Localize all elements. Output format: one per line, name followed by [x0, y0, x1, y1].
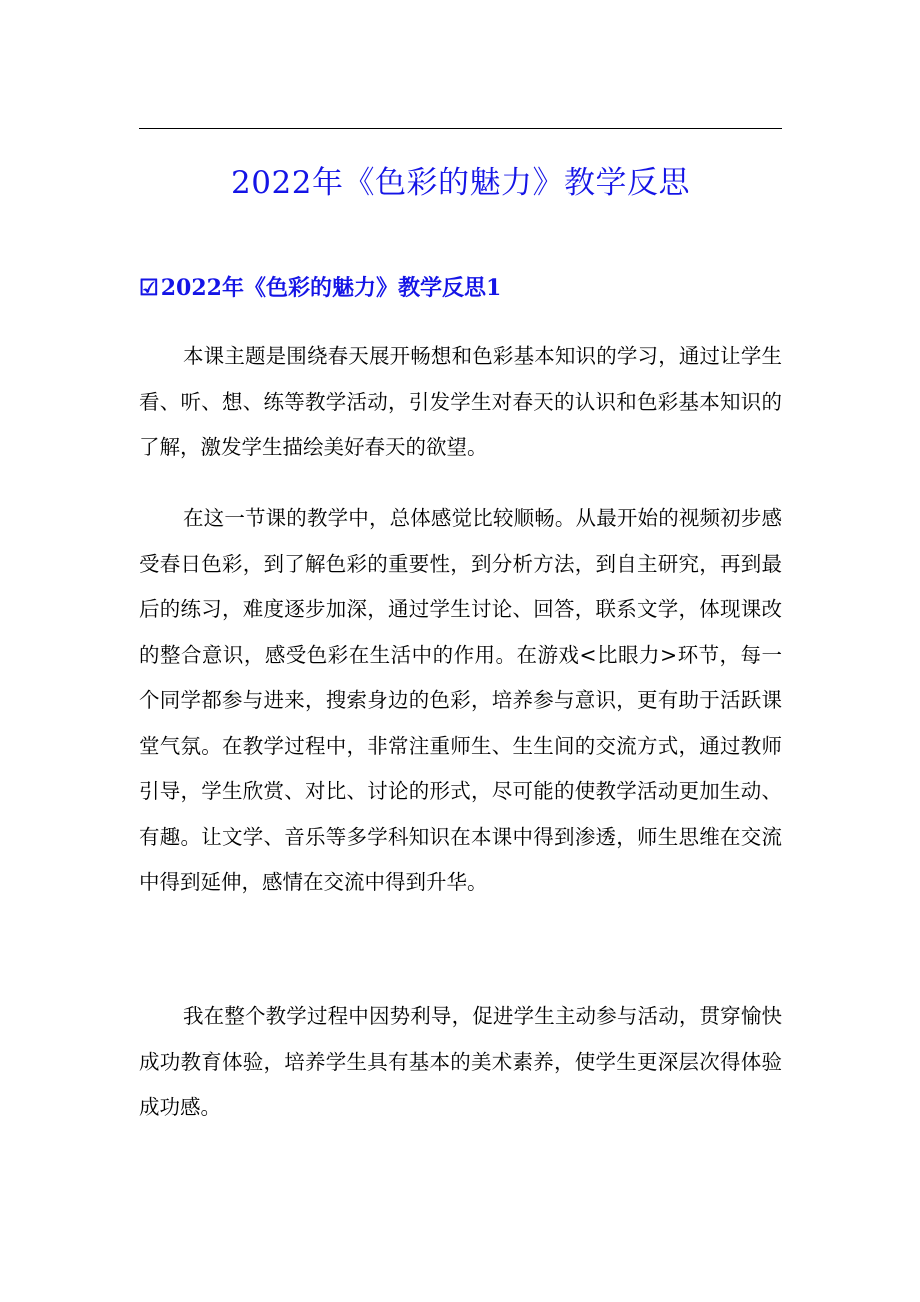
paragraph-2: 在这一节课的教学中，总体感觉比较顺畅。从最开始的视频初步感受春日色彩，到了解色彩的重要性，到分析方法，到自主研究，再到最后的练习，难度逐步加深，通过学生讨论、回答，联系文学，体现课改的整合意识，感受色彩在生活中的作用。在游戏<比眼力>环节，每一个同学都参与进来，搜索身边的色彩，培养参与意识，更有助于活跃课堂气氛。在教学过程中，非常注重师生、生生间的交流方式，通过教师引导，学生欣赏、对比、讨论的形式，尽可能的使教学活动更加生动、有趣。让文学、音乐等多学科知识在本课中得到渗透，师生思维在交流中得到延伸，感情在交流中得到升华。	[139, 506, 782, 894]
document-title: 2022年《色彩的魅力》教学反思	[231, 165, 690, 201]
paragraph-1: 本课主题是围绕春天展开畅想和色彩基本知识的学习，通过让学生看、听、想、练等教学活动，引发学生对春天的认识和色彩基本知识的了解，激发学生描绘美好春天的欲望。	[139, 344, 782, 459]
checkbox-icon: ☑	[139, 275, 159, 301]
paragraph-3: 我在整个教学过程中因势利导，促进学生主动参与活动，贯穿愉快成功教育体验，培养学生具有基本的美术素养，使学生更深层次得体验成功感。	[139, 1004, 782, 1119]
header-rule	[139, 128, 782, 129]
section-heading-text: 2022年《色彩的魅力》教学反思1	[160, 275, 502, 301]
section-heading	[139, 270, 782, 306]
